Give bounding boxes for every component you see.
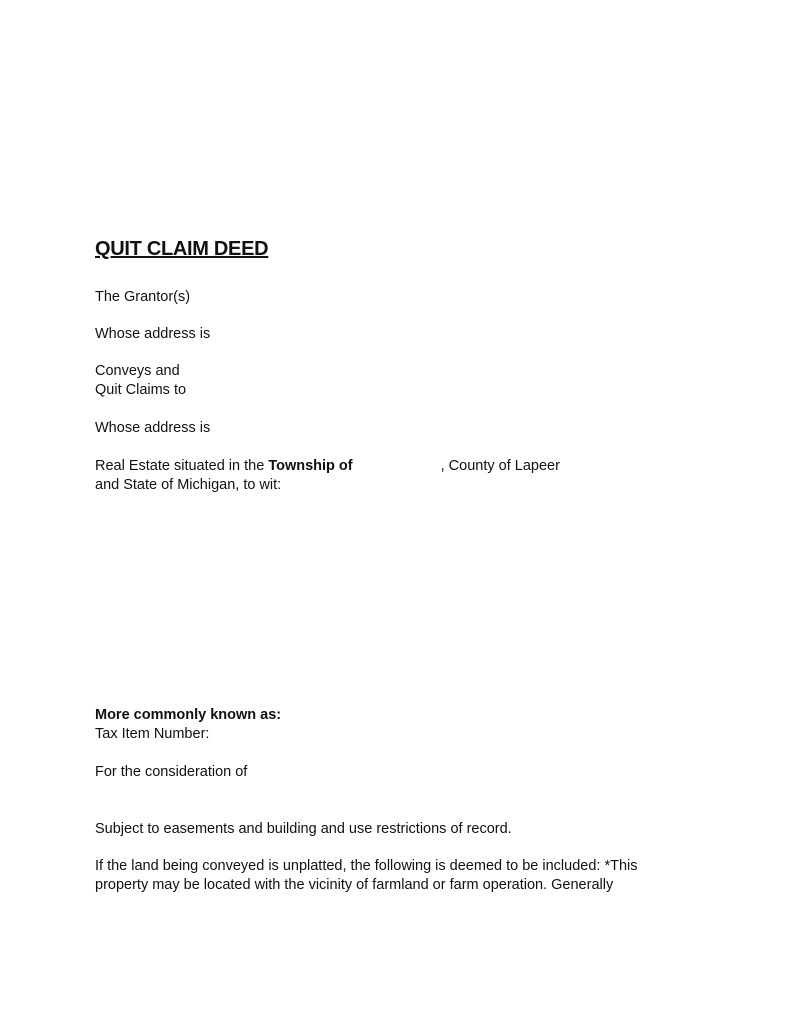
- real-estate-line-2: and State of Michigan, to wit:: [95, 477, 282, 493]
- subject-to-text: Subject to easements and building and use restrictions of record.: [95, 821, 512, 837]
- conveys-line-1: Conveys and: [95, 363, 180, 379]
- grantee-address-label: Whose address is: [95, 420, 211, 436]
- consideration-label: For the consideration of: [95, 764, 248, 780]
- conveys-line-2: Quit Claims to: [95, 382, 187, 398]
- grantor-label: The Grantor(s): [95, 289, 191, 305]
- tax-item-label: Tax Item Number:: [95, 726, 210, 742]
- real-estate-line-1: [95, 457, 560, 476]
- township-label: Township of: [268, 458, 353, 474]
- county-label: , County of Lapeer: [440, 458, 560, 474]
- document-title: QUIT CLAIM DEED: [95, 238, 269, 260]
- unplatted-line-2: property may be located with the vicinity of farmland or farm operation. Generally: [95, 877, 614, 893]
- commonly-known-heading: More commonly known as:: [95, 707, 282, 723]
- grantor-address-label: Whose address is: [95, 326, 211, 342]
- unplatted-line-1: If the land being conveyed is unplatted, the following is deemed to be included: *This: [95, 858, 638, 874]
- real-estate-prefix: Real Estate situated in the: [95, 458, 269, 474]
